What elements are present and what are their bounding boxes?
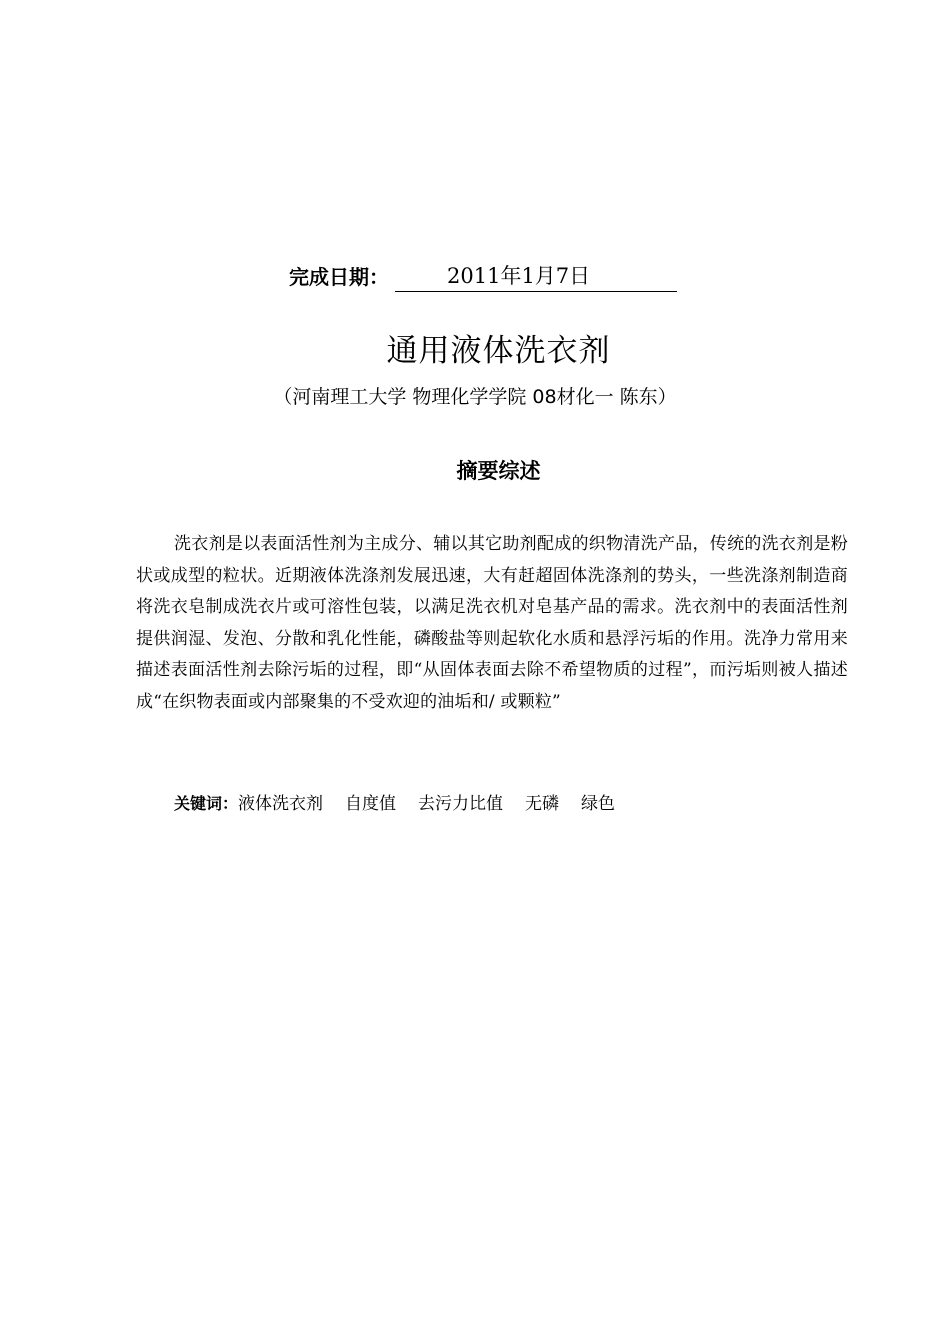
abstract-heading: 摘要综述 (456, 459, 541, 483)
keyword-item: 自度值 (345, 794, 397, 814)
keywords-label: 关键词： (174, 794, 239, 813)
abstract-body: 洗衣剂是以表面活性剂为主成分、辅以其它助剂配成的织物清洗产品，传统的洗衣剂是粉状或成型的粒状。近期液体洗涤剂发展迅速，大有赶超固体洗涤剂的势头，一些洗涤剂制造商将洗衣皂制成洗衣片或可溶性包装，以满足洗衣机对皂基产品的需求。洗衣剂中的表面活性剂提供润湿、发泡、分散和乳化性能，磷酸盐等则起软化水质和悬浮污垢的作用。洗净力常用来描述表面活性剂去除污垢的过程，即“从固体表面去除不希望物质的过程”，而污垢则被人描述成“在织物表面或内部聚集的不受欢迎的油垢和/ 或颗粒” (136, 534, 848, 712)
author-affiliation: （河南理工大学 物理化学学院 08材化一 陈东） (273, 386, 677, 408)
document-title: 通用液体洗衣剂 (386, 333, 611, 369)
keyword-item: 去污力比值 (418, 794, 504, 814)
keyword-item: 液体洗衣剂 (238, 794, 324, 814)
completion-date-value: 2011年1月7日 (395, 261, 677, 292)
completion-date-label: 完成日期： (289, 265, 389, 289)
keywords-line (174, 788, 637, 820)
keyword-item: 绿色 (581, 794, 616, 814)
keyword-item: 无磷 (525, 794, 560, 814)
completion-date-line (289, 258, 677, 292)
